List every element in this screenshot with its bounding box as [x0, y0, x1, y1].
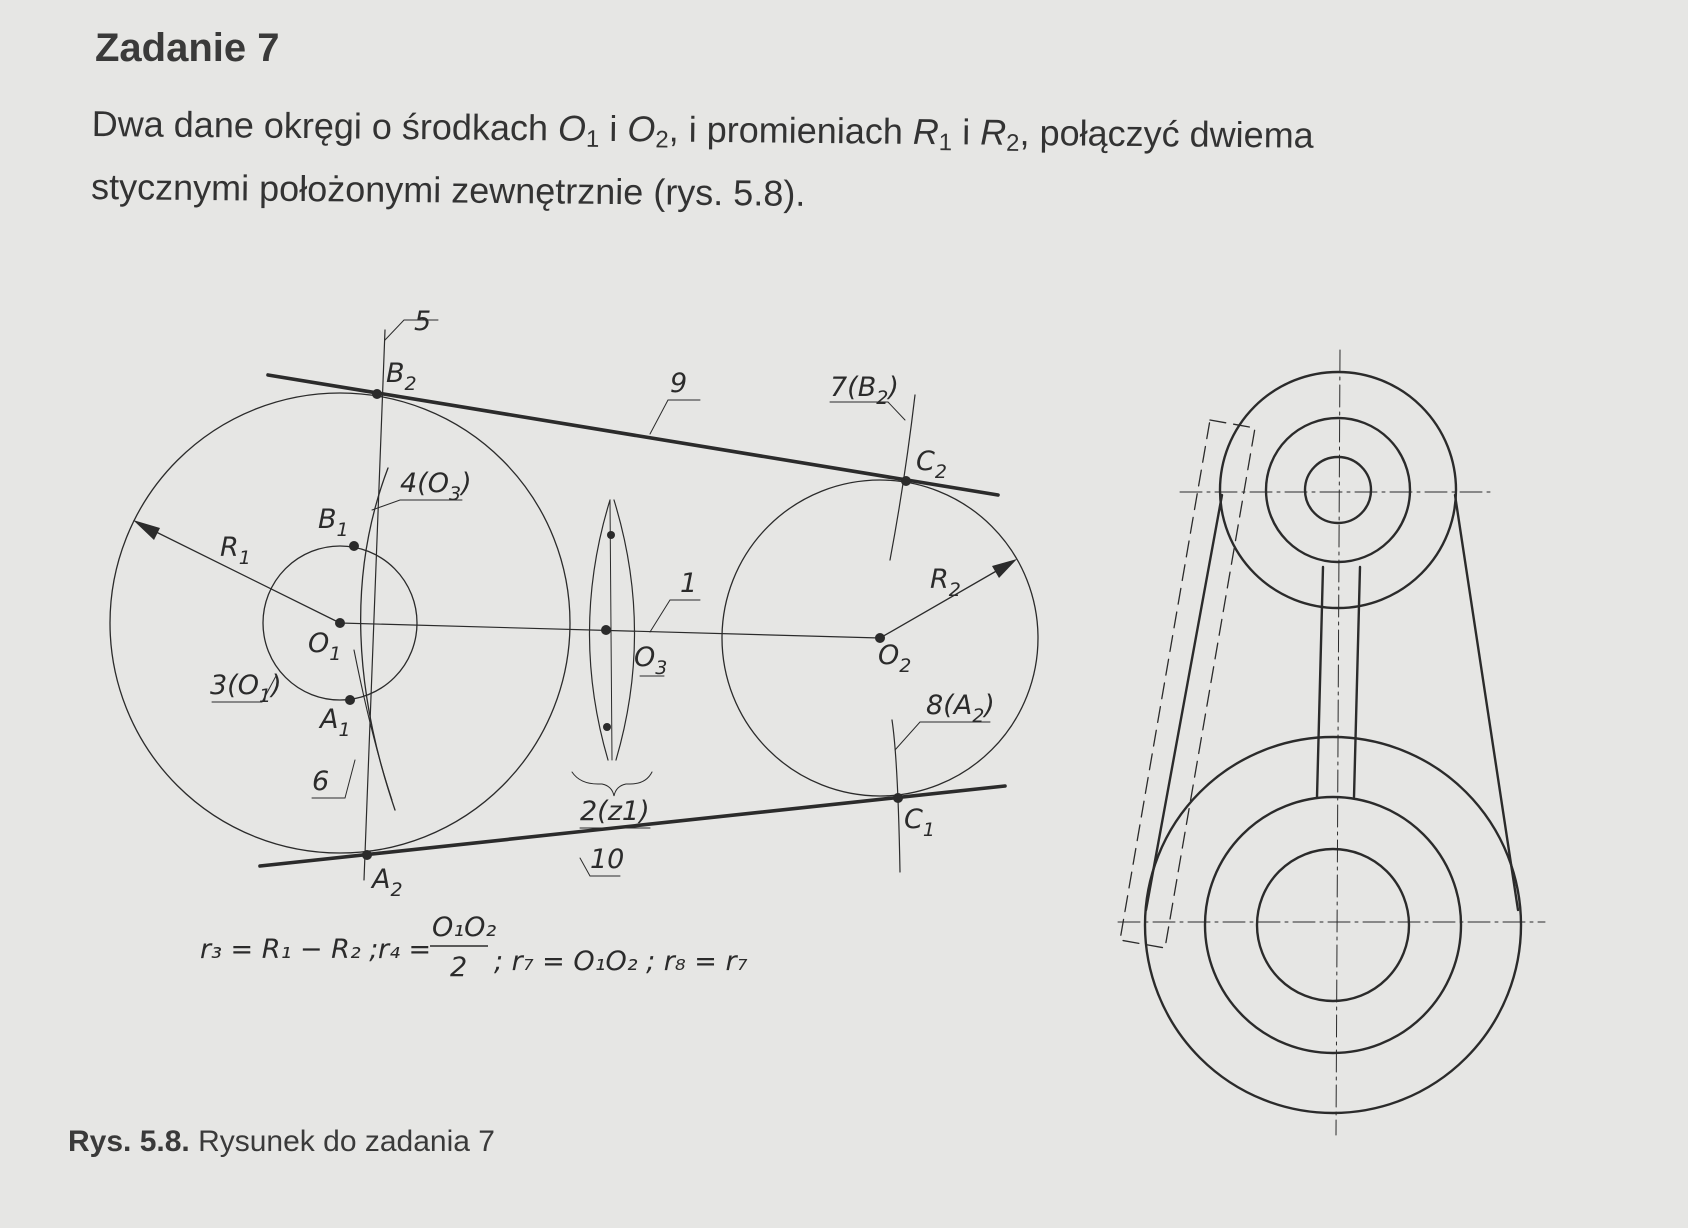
- radius-r2-arrow: [992, 559, 1017, 578]
- label-r2: $R_2$: [930, 564, 961, 601]
- formula-r7-r8: ; r₇ = O₁O₂ ; r₈ = r₇: [494, 946, 748, 977]
- point-b1: [349, 541, 359, 551]
- lower-pulley-middle: [1205, 797, 1461, 1053]
- radius-r1-line: [138, 523, 340, 623]
- leader-9: [650, 400, 700, 434]
- task-statement: Dwa dane okręgi o środkach $O_1$ i $O_2$, i promieniach $R_1$ i $R_2$, połączyć dwiema stycznymi położonymi zewnętrznie (rys. 5.8).: [90, 102, 1314, 214]
- label-9: 9: [670, 368, 688, 399]
- label-2z1: 2(z1): [580, 796, 650, 827]
- point-z-bottom: [603, 723, 611, 731]
- figure-caption: Rys. 5.8. Rysunek do zadania 7: [68, 1125, 495, 1158]
- line-5: [364, 330, 385, 880]
- construction-labels: [210, 306, 995, 901]
- label-8a2: $8(A_2)$: [926, 690, 995, 727]
- task-heading: Zadanie 7: [95, 26, 280, 70]
- formula-r4-numerator: O₁O₂: [432, 912, 497, 943]
- label-10: 10: [590, 844, 625, 875]
- belt-right: [1455, 495, 1518, 910]
- label-b1: $B_1$: [318, 504, 349, 541]
- point-o3: [601, 625, 611, 635]
- label-c1: $C_1$: [904, 804, 935, 841]
- label-a1: $A_1$: [320, 704, 351, 741]
- point-b2: [372, 389, 382, 399]
- arc-6: [354, 650, 392, 800]
- upper-pulley-hub: [1305, 457, 1371, 523]
- arm-left: [1317, 567, 1323, 797]
- formula-r3: r₃ = R₁ − R₂ ;: [200, 934, 379, 965]
- label-6: 6: [312, 766, 330, 797]
- leader-1: [650, 600, 700, 632]
- formula-row: [200, 912, 748, 983]
- construction-points: [335, 389, 911, 860]
- label-r1: $R_1$: [220, 532, 251, 569]
- lower-pulley-hub: [1257, 849, 1409, 1001]
- point-a1: [345, 695, 355, 705]
- point-z-top: [607, 531, 615, 539]
- label-b2: $B_2$: [386, 358, 417, 395]
- label-5: 5: [414, 306, 432, 337]
- radius-r1-arrow: [133, 520, 160, 540]
- point-c2: [901, 476, 911, 486]
- label-a2: $A_2$: [372, 864, 403, 901]
- formula-r4: r₄ =: [378, 934, 432, 965]
- lower-pulley-outer: [1145, 737, 1521, 1113]
- label-o3: $O_3$: [634, 642, 668, 679]
- point-o1: [335, 618, 345, 628]
- brace-2: [572, 772, 652, 796]
- belt-drive-view: [1118, 350, 1545, 1135]
- upper-pulley-middle: [1266, 418, 1410, 562]
- label-c2: $C_2$: [916, 446, 947, 483]
- bisector-arc-right: [614, 500, 635, 760]
- label-1: 1: [680, 568, 698, 599]
- formula-r4-denominator: 2: [450, 952, 468, 983]
- label-4o3: $4(O_3)$: [400, 468, 472, 505]
- leader-7: [830, 402, 905, 420]
- label-o2: $O_2$: [878, 640, 912, 677]
- point-a2: [362, 850, 372, 860]
- upper-pulley-outer: [1220, 372, 1456, 608]
- point-c1: [893, 793, 903, 803]
- label-3o1: $3(O_1)$: [210, 670, 282, 707]
- center-line-vertical: [1336, 350, 1340, 1135]
- belt-left: [1146, 495, 1222, 910]
- label-o1: $O_1$: [308, 628, 342, 665]
- arm-right: [1354, 567, 1360, 797]
- label-7b2: $7(B_2)$: [830, 372, 899, 409]
